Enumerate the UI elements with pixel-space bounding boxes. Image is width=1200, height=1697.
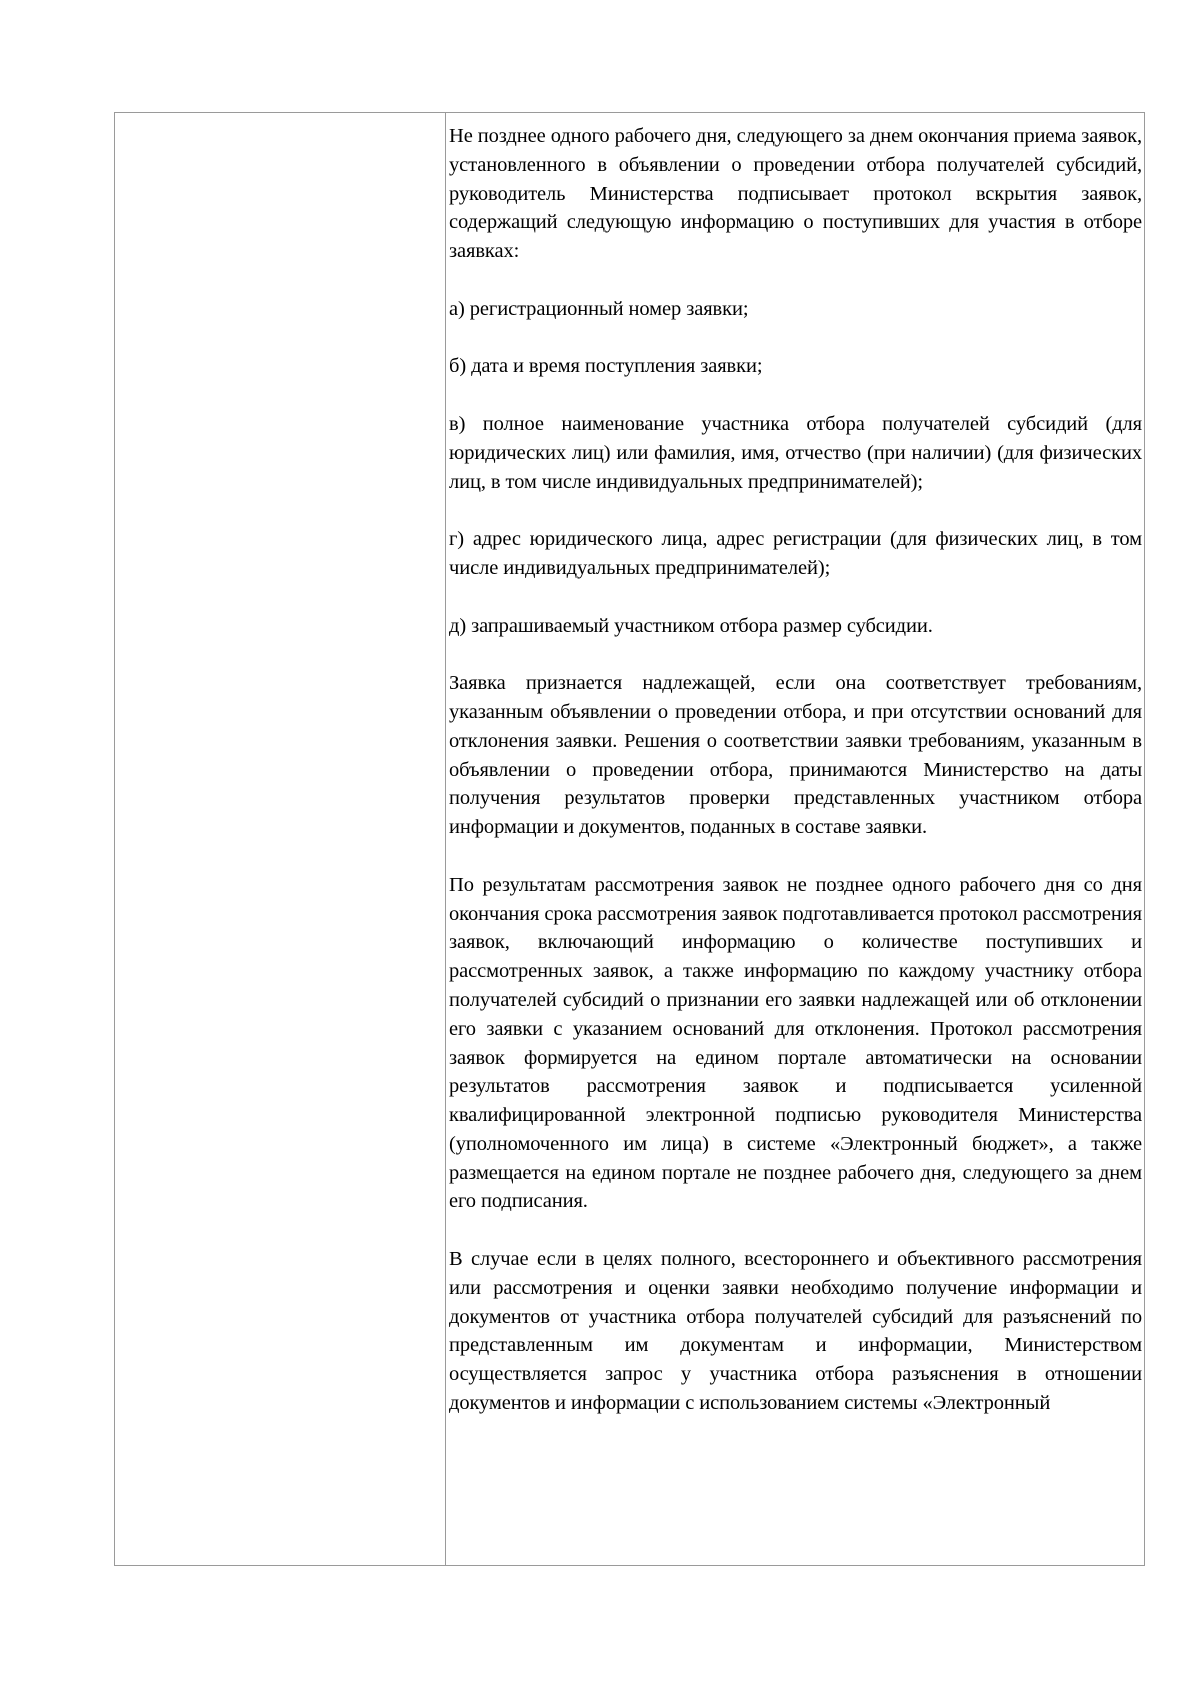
table-right-cell: [446, 113, 1144, 1565]
paragraph-clarification-request: В случае если в целях полного, всестороннего и объективного рассмотрения или рассмотрения и оценки заявки необходимо получение информации и документов от участника отбора получателей субсидий для разъяснений по представленным им документам и информации, Министерством осуществляется запрос у участника отбора разъяснения в отношении документов и информации с использованием системы «Электронный: [449, 1248, 1142, 1415]
table-left-cell: [115, 113, 446, 1565]
paragraph-application-validity: Заявка признается надлежащей, если она соответствует требованиям, указанным объявлении о проведении отбора, и при отсутствии оснований для отклонения заявки. Решения о соответствии заявки требованиям, указанным в объявлении о проведении отбора, принимаются Министерство на даты получения результатов проверки представленных участником отбора информации и документов, поданных в составе заявки.: [449, 672, 1142, 839]
paragraph-review-results: По результатам рассмотрения заявок не позднее одного рабочего дня со дня окончания срока рассмотрения заявок подготавливается протокол рассмотрения заявок, включающий информацию о количестве поступивших и рассмотренных заявок, а также информацию по каждому участнику отбора получателей субсидий о признании его заявки надлежащей или об отклонении его заявки с указанием оснований для отклонения. Протокол рассмотрения заявок формируется на едином портале автоматически на основании результатов рассмотрения заявок и подписывается усиленной квалифицированной электронной подписью руководителя Министерства (уполномоченного им лица) в системе «Электронный бюджет», а также размещается на едином портале не позднее рабочего дня, следующего за днем его подписания.: [449, 873, 1142, 1213]
list-item-a: а) регистрационный номер заявки;: [449, 297, 749, 320]
paragraph-protocol-opening: Не позднее одного рабочего дня, следующего за днем окончания приема заявок, установленного в объявлении о проведении отбора получателей субсидий, руководитель Министерства подписывает протокол вскрытия заявок, содержащий следующую информацию о поступивших для участия в отборе заявках:: [449, 125, 1142, 263]
list-item-b: б) дата и время поступления заявки;: [449, 355, 763, 378]
list-item-d: г) адрес юридического лица, адрес регистрации (для физических лиц, в том числе индивидуальных предпринимателей);: [449, 528, 1142, 579]
document-table: [114, 112, 1145, 1566]
list-item-e: д) запрашиваемый участником отбора размер субсидии.: [449, 614, 933, 637]
list-item-c: в) полное наименование участника отбора получателей субсидий (для юридических лиц) или фамилия, имя, отчество (при наличии) (для физических лиц, в том числе индивидуальных предпринимателей);: [449, 412, 1142, 493]
